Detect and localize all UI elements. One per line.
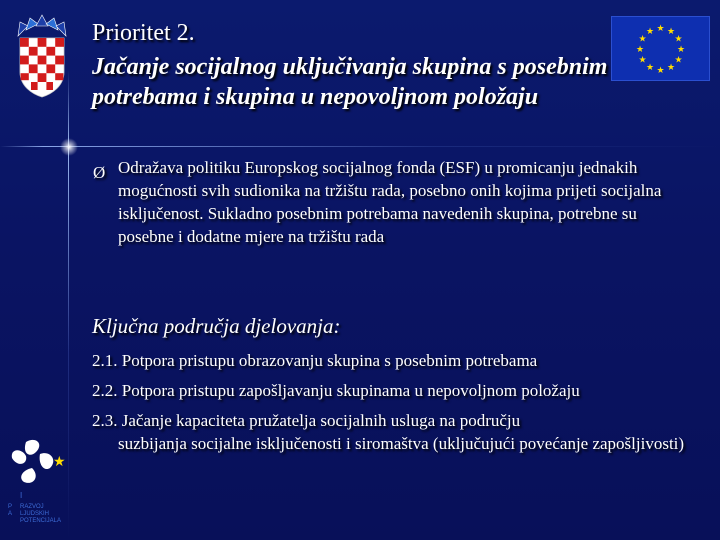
light-flare xyxy=(60,138,78,156)
list-item xyxy=(92,409,692,455)
ipa-tagline xyxy=(8,504,62,524)
svg-text:★: ★ xyxy=(645,63,655,73)
ipa-letter-p: P xyxy=(8,504,13,510)
list-item-continuation: suzbijanja socijalne isključenosti i siromaštva (uključujući povećanje zapošljivosti) xyxy=(118,434,685,453)
list-item xyxy=(92,379,580,402)
ipa-letter-i: I xyxy=(20,491,23,500)
ipa-tagline-line3: POTENCIJALA xyxy=(20,518,62,524)
slide-title-subject: Jačanje socijalnog uključivanja skupina s posebnim potrebama i skupina u nepovoljnom položaju xyxy=(92,54,608,110)
list-item-text: 2.1. Potpora pristupu obrazovanju skupina s posebnim potrebama xyxy=(92,351,538,370)
eu-flag-icon xyxy=(611,16,710,81)
bullet-arrow-icon: Ø xyxy=(93,163,106,182)
section-heading: Ključna područja djelovanja: xyxy=(92,314,341,338)
ipa-tagline-line1: RAZVOJ xyxy=(20,504,44,510)
svg-text:★: ★ xyxy=(676,45,686,55)
svg-text:★: ★ xyxy=(666,27,676,37)
list-item-text: 2.2. Potpora pristupu zapošljavanju skupinama u nepovoljnom položaju xyxy=(92,381,580,400)
svg-text:★: ★ xyxy=(638,55,647,66)
title-divider-line xyxy=(0,146,720,147)
ipa-tagline-line2: LJUDSKIH xyxy=(20,511,50,517)
ipa-letter-a: A xyxy=(8,511,13,517)
croatian-coat-of-arms-icon xyxy=(14,14,70,103)
svg-text:★: ★ xyxy=(638,34,647,45)
svg-text:★: ★ xyxy=(53,454,66,470)
ipa-logo-icon xyxy=(6,436,70,509)
svg-text:★: ★ xyxy=(635,45,645,55)
svg-text:★: ★ xyxy=(656,66,665,76)
svg-text:★: ★ xyxy=(645,27,655,37)
svg-text:★: ★ xyxy=(666,63,676,73)
svg-text:★: ★ xyxy=(674,34,683,45)
bullet-paragraph: Odražava politiku Europskog socijalnog fonda (ESF) u promicanju jednakih mogućnosti svih sudionika na tržištu rada, posebno onih kojima prijeti socijalna isključenost. Sukladno posebnim potrebama navedenih skupina, potrebne su posebne i dodatne mjere na tržištu rada xyxy=(118,158,662,246)
svg-text:★: ★ xyxy=(656,24,665,34)
slide-title-priority: Prioritet 2. xyxy=(92,20,195,46)
list-item xyxy=(92,349,537,372)
list-item-text: 2.3. Jačanje kapaciteta pružatelja socijalnih usluga na području xyxy=(92,411,521,430)
svg-text:★: ★ xyxy=(674,55,683,66)
